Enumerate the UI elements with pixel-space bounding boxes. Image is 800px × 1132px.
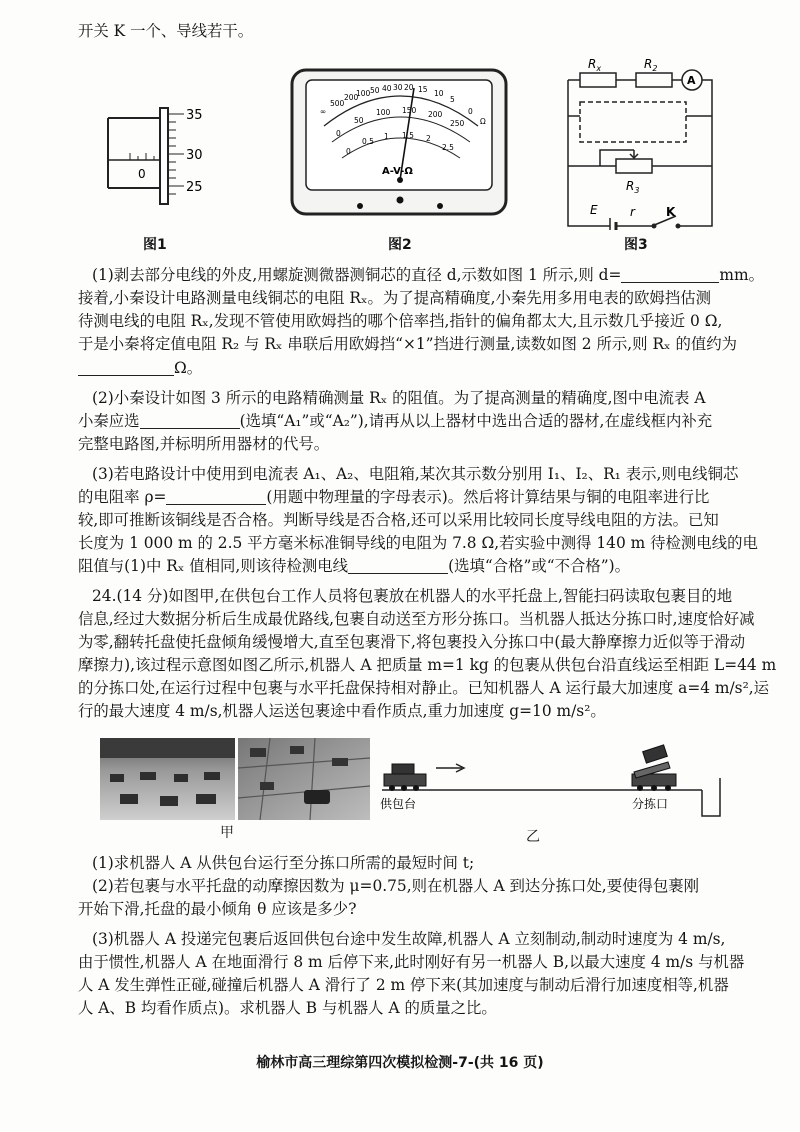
figure1-caption: 图1: [143, 237, 167, 253]
ohm-scale-20: 20: [404, 83, 414, 92]
q23-part2-line2: 小秦应选 (选填“A₁”或“A₂”),请再从以上器材中选出合适的器材,在虚线框内补充: [78, 412, 713, 430]
internal-resistance-label: r: [630, 205, 635, 219]
supply-station-label: 供包台: [380, 797, 417, 811]
ac-scale-0: 0: [346, 147, 351, 156]
q23-part1-line3: 待测电线的电阻 Rₓ,发现不管使用欧姆挡的哪个倍率挡,指针的偏角都太大,且示数几乎接近 0 Ω,: [78, 312, 723, 330]
page-footer: 榆林市高三理综第四次模拟检测-7-(共 16 页): [256, 1055, 544, 1071]
figure-yi-caption: 乙: [526, 829, 540, 845]
q23-part3-line4: 长度为 1 000 m 的 2.5 平方毫米标准铜导线的电阻为 7.8 Ω,若实验中测得 140 m 待检测电线的电: [78, 534, 758, 552]
q23-part1-line1: (1)剥去部分电线的外皮,用螺旋测微器测铜芯的直径 d,示数如图 1 所示,则 d= mm。: [92, 266, 764, 284]
answer-blank-d[interactable]: [621, 266, 719, 283]
q24-sub3-line3: 人 A 发生弹性正碰,碰撞后机器人 A 滑行了 2 m 停下来(其加速度与制动后滑行加速度相等,机器: [78, 976, 729, 994]
q23-part3-line3: 较,即可推断该铜线是否合格。判断导线是否合格,还可以采用比较同长度导线电阻的方法。已知: [78, 511, 719, 529]
q23-part3-line2: 的电阻率 ρ= (用题中物理量的字母表示)。然后将计算结果与铜的电阻率进行比: [78, 488, 710, 506]
answer-blank-rx[interactable]: [78, 359, 174, 376]
q23-part1-line4: 于是小秦将定值电阻 R₂ 与 Rₓ 串联后用欧姆挡“×1”挡进行测量,读数如图 2 所示,则 Rₓ 的值约为: [78, 335, 738, 353]
ohm-scale-unit: Ω: [480, 117, 486, 126]
micrometer-tick-30: 30: [186, 148, 203, 163]
micrometer-figure: [100, 100, 220, 210]
q23-part1-line2: 接着,小秦设计电路测量电线铜芯的电阻 Rₓ。为了提高精确度,小秦先用多用电表的欧姆挡估测: [78, 289, 712, 307]
ohm-scale-200: 200: [344, 93, 359, 102]
switch-label: K: [666, 205, 676, 219]
q24-sub2-line1: (2)若包裹与水平托盘的动摩擦因数为 μ=0.75,则在机器人 A 到达分拣口处,要使得包裹刚: [92, 877, 700, 895]
q24-sub3-line4: 人 A、B 均看作质点)。求机器人 B 与机器人 A 的质量之比。: [78, 999, 497, 1017]
q24-line4: 摩擦力),该过程示意图如图乙所示,机器人 A 把质量 m=1 kg 的包裹从供包台沿直线运至相距 L=44 m: [78, 656, 777, 674]
ohm-scale-100: 100: [356, 89, 371, 98]
ohm-scale-15: 15: [418, 85, 428, 94]
dc-scale-50: 50: [354, 116, 364, 125]
figure3-caption: 图3: [624, 237, 648, 253]
r3-label: $R_3$: [626, 179, 640, 195]
sorting-port-label: 分拣口: [632, 797, 669, 811]
sorting-schematic: [380, 738, 730, 820]
q24-line3: 为零,翻转托盘使托盘倾角缓慢增大,直至包裹滑下,将包裹投入分拣口中(最大静摩擦力近似等于滑动: [78, 633, 746, 651]
q23-part1-line5: Ω。: [78, 357, 760, 379]
emf-label: E: [590, 203, 598, 217]
q24-line1: 24.(14 分)如图甲,在供包台工作人员将包裹放在机器人的水平托盘上,智能扫码读取包裹目的地: [92, 587, 733, 605]
q23-part3-line5: 阻值与(1)中 Rₓ 值相同,则该待检测电线 (选填“合格”或“不合格”)。: [78, 557, 631, 575]
ac-scale-1: 1: [384, 132, 389, 141]
ohm-scale-5: 5: [450, 95, 455, 104]
circuit-figure: [560, 50, 720, 230]
micrometer-sleeve-zero: 0: [138, 167, 146, 181]
answer-blank-qualified[interactable]: [348, 557, 448, 574]
materials-line: 开关 K 一个、导线若干。: [78, 22, 254, 40]
answer-blank-ammeter[interactable]: [140, 412, 240, 429]
q24-sub3-line1: (3)机器人 A 投递完包裹后返回供包台途中发生故障,机器人 A 立刻制动,制动时速度为 4 m/s,: [92, 930, 726, 948]
ohm-scale-inf: ∞: [320, 107, 327, 116]
dc-scale-0: 0: [336, 129, 341, 138]
r2-label: $R_2$: [644, 57, 658, 73]
figure2-caption: 图2: [388, 237, 412, 253]
dc-scale-250: 250: [450, 119, 465, 128]
q23-part2-line1: (2)小秦设计如图 3 所示的电路精确测量 Rₓ 的阻值。为了提高测量的精确度,图中电流表 A: [92, 389, 706, 407]
q24-sub1: (1)求机器人 A 从供包台运行至分拣口所需的最短时间 t;: [92, 854, 475, 872]
ohm-scale-500: 500: [330, 99, 345, 108]
ac-scale-2: 2: [426, 134, 431, 143]
ac-scale-0.5: 0.5: [362, 137, 374, 146]
answer-blank-resistivity[interactable]: [166, 488, 266, 505]
rx-label: $R_x$: [588, 57, 602, 73]
meter-panel-label: A-V-Ω: [382, 166, 413, 177]
q24-line2: 信息,经过大数据分析后生成最优路线,包裹自动送至方形分拣口。当机器人抵达分拣口时,速度恰好减: [78, 610, 755, 628]
multimeter-figure: [290, 68, 510, 218]
micrometer-tick-35: 35: [186, 108, 203, 123]
dc-scale-150: 150: [402, 106, 417, 115]
q24-line5: 的分拣口处,在运行过程中包裹与水平托盘保持相对静止。已知机器人 A 运行最大加速度 a=4 m/s²,运: [78, 679, 770, 697]
micrometer-tick-25: 25: [186, 180, 203, 195]
ac-scale-2.5: 2.5: [442, 143, 454, 152]
ammeter-label: A: [687, 74, 696, 87]
ohm-scale-0: 0: [468, 107, 473, 116]
q23-part3-line1: (3)若电路设计中使用到电流表 A₁、A₂、电阻箱,某次其示数分别用 I₁、I₂、R₁ 表示,则电线铜芯: [92, 465, 739, 483]
warehouse-photo: [100, 738, 370, 820]
ohm-scale-50: 50: [370, 86, 380, 95]
ohm-scale-40: 40: [382, 84, 392, 93]
figure-jia-caption: 甲: [220, 825, 234, 841]
ac-scale-1.5: 1.5: [402, 131, 414, 140]
q24-sub2-line2: 开始下滑,托盘的最小倾角 θ 应该是多少?: [78, 900, 357, 918]
q23-part2-line3: 完整电路图,并标明所用器材的代号。: [78, 435, 330, 453]
dc-scale-200: 200: [428, 110, 443, 119]
q24-sub3-line2: 由于惯性,机器人 A 在地面滑行 8 m 后停下来,此时刚好有另一机器人 B,以最大速度 4 m/s 与机器: [78, 953, 745, 971]
ohm-scale-10: 10: [434, 89, 444, 98]
q24-line6: 行的最大速度 4 m/s,机器人运送包裹途中看作质点,重力加速度 g=10 m/s²。: [78, 702, 606, 720]
dc-scale-100: 100: [376, 108, 391, 117]
ohm-scale-30: 30: [393, 83, 403, 92]
